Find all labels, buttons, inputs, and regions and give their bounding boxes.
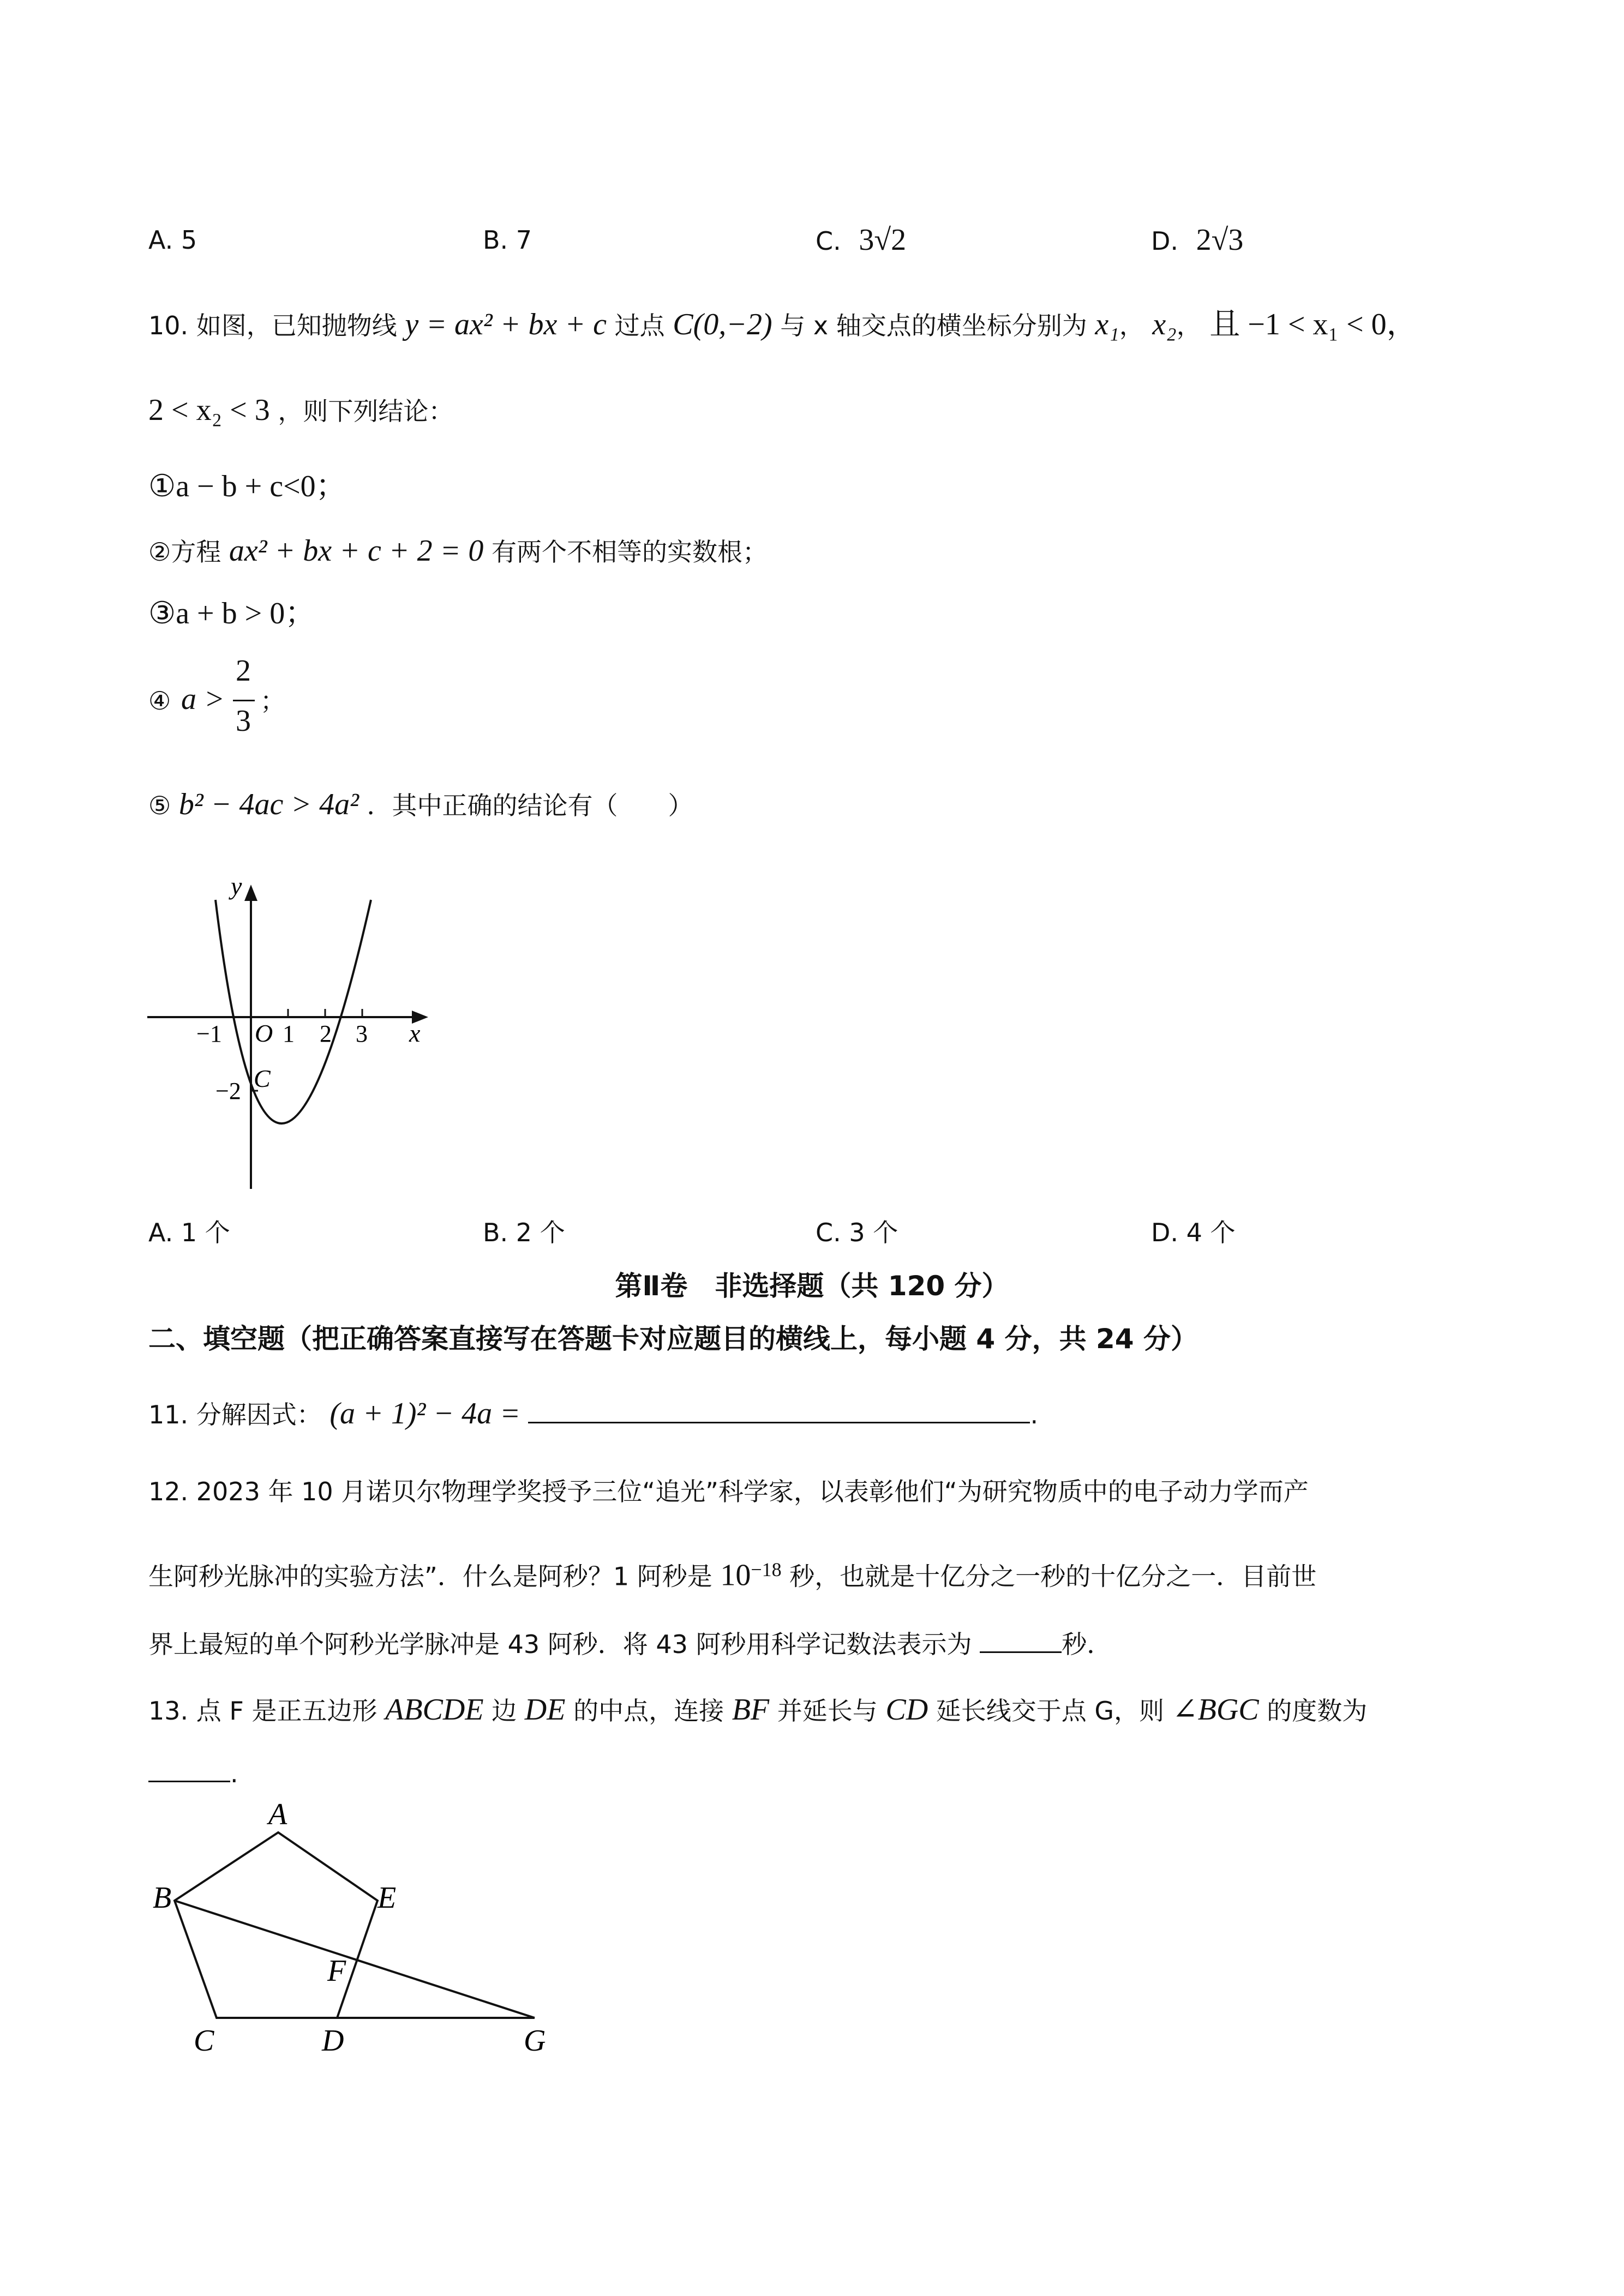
point-g-label: G xyxy=(524,2024,546,2058)
vertex-e-label: E xyxy=(377,1881,397,1915)
vertex-d-label: D xyxy=(322,2024,344,2058)
q10-mid: 过点 xyxy=(614,311,665,340)
q10-mid2: 与 x 轴交点的横坐标分别为 xyxy=(780,311,1087,340)
q10-statement-1: ①a − b + c<0； xyxy=(148,470,346,503)
q11-line xyxy=(148,1397,1038,1431)
q13-f: 的度数为 xyxy=(1267,1696,1368,1726)
q12-line2-b: 秒，也就是十亿分之一秒的十亿分之一．目前世 xyxy=(789,1561,1317,1591)
q12-line2 xyxy=(148,1553,1316,1592)
q9-option-c-math: 3√2 xyxy=(859,223,907,257)
q9-option-d xyxy=(1151,224,1243,257)
q10-s4-prefix: ④ xyxy=(148,686,171,716)
q10-line2-suffix: ，则下列结论： xyxy=(278,396,454,426)
q10-line1: 10. 如图，已知抛物线 y = ax² + bx + c 过点 C(0,−2) 与 x 轴交点的横坐标分别为 x₁， x₂， 且 −1 < x₁ < 0， xyxy=(148,308,1417,341)
q13-a: 13. 点 F 是正五边形 xyxy=(148,1696,377,1726)
q9-option-b: B. 7 xyxy=(483,225,532,255)
q10-condition2: 2 < x₂ < 3 xyxy=(148,393,270,427)
q12-line3 xyxy=(148,1628,1112,1661)
q9-option-c xyxy=(816,224,906,257)
origin-label: O xyxy=(255,1019,273,1047)
q10-equation: y = ax² + bx + c xyxy=(405,308,607,341)
q12-line3-a: 界上最短的单个阿秒光学脉冲是 43 阿秒．将 43 阿秒用科学记数法表示为 xyxy=(148,1630,972,1659)
q9-option-d-label: D. xyxy=(1151,226,1179,256)
q12-answer-blank[interactable] xyxy=(980,1630,1062,1653)
vertex-c-label: C xyxy=(194,2024,214,2058)
point-c-label: C xyxy=(254,1065,271,1092)
q11-end: . xyxy=(1030,1400,1039,1429)
q10-option-a: A. 1 个 xyxy=(148,1218,230,1247)
q10-condition: 且 −1 < x₁ < 0， xyxy=(1209,308,1417,341)
q10-s5-prefix: ⑤ xyxy=(148,791,171,820)
q10-s2-suffix: 有两个不相等的实数根； xyxy=(492,537,768,567)
q13-polygon-name: ABCDE xyxy=(385,1693,484,1727)
x-axis-label: x xyxy=(409,1019,421,1047)
q10-s4-suffix: ； xyxy=(260,686,285,716)
q10-option-b: B. 2 个 xyxy=(483,1218,565,1247)
q11-prefix: 11. 分解因式： xyxy=(148,1400,322,1429)
q11-expression: (a + 1)² − 4a = xyxy=(329,1397,520,1431)
q12-line2-a: 生阿秒光脉冲的实验方法”．什么是阿秒？1 阿秒是 xyxy=(148,1561,712,1591)
vertex-a-label: A xyxy=(268,1798,287,1831)
q10-x2: x₂ xyxy=(1152,308,1177,341)
q13-segment-bf: BF xyxy=(732,1693,770,1727)
q9-option-a: A. 5 xyxy=(148,225,197,255)
pentagon-abcde xyxy=(175,1832,377,2018)
q13-answer-blank[interactable] xyxy=(148,1759,230,1782)
q10-option-d: D. 4 个 xyxy=(1151,1218,1236,1247)
q10-s2-equation: ax² + bx + c + 2 = 0 xyxy=(229,534,484,568)
section-2-title: 第Ⅱ卷 非选择题（共 120 分） xyxy=(615,1270,1009,1302)
q10-s4-denominator: 3 xyxy=(236,704,251,738)
tick-label-m2: −2 xyxy=(215,1078,241,1104)
q13-d: 并延长与 xyxy=(777,1696,878,1726)
q10-s4-numerator: 2 xyxy=(236,654,251,688)
y-axis-label: y xyxy=(231,878,242,900)
q10-statement-2 xyxy=(148,534,768,568)
q10-x1: x₁ xyxy=(1095,308,1119,341)
q13-side-de: DE xyxy=(524,1693,566,1727)
tick-label-2: 2 xyxy=(320,1020,332,1047)
q10-option-c: C. 3 个 xyxy=(816,1218,898,1247)
q13-angle: ∠BGC xyxy=(1172,1693,1259,1727)
q10-s4-var: a > xyxy=(181,682,225,716)
q12-power-base: 10 xyxy=(720,1558,751,1592)
fill-in-section-header: 二、填空题（把正确答案直接写在答题卡对应题目的横线上，每小题 4 分，共 24 分） xyxy=(148,1323,1198,1355)
q9-option-d-math: 2√3 xyxy=(1196,223,1244,257)
q13-end: . xyxy=(230,1759,238,1788)
q10-statement-5 xyxy=(148,788,693,822)
q13-c: 的中点，连接 xyxy=(573,1696,724,1726)
q11-answer-blank[interactable] xyxy=(528,1400,1030,1423)
point-f-label: F xyxy=(327,1954,346,1988)
q9-option-c-label: C. xyxy=(816,226,841,256)
tick-label-1: 1 xyxy=(283,1020,295,1047)
q12-line1: 12. 2023 年 10 月诺贝尔物理学奖授予三位“追光”科学家，以表彰他们“为研究物质中的电子动力学而产 xyxy=(148,1477,1309,1506)
q13-line2 xyxy=(148,1757,238,1790)
tick-label-m1: −1 xyxy=(196,1020,222,1047)
q10-statement-3: ③a + b > 0； xyxy=(148,597,316,630)
q10-prefix: 10. 如图，已知抛物线 xyxy=(148,311,397,340)
q10-s5-suffix: ．其中正确的结论有（ ） xyxy=(367,791,693,820)
q12-power-exponent: −18 xyxy=(751,1559,782,1580)
q13-b: 边 xyxy=(492,1696,517,1726)
tick-label-3: 3 xyxy=(356,1020,368,1047)
q10-s2-prefix: ②方程 xyxy=(148,537,221,567)
q10-s4-fraction-bar xyxy=(233,700,255,701)
segment-bg xyxy=(175,1901,535,2018)
q12-line3-b: 秒． xyxy=(1062,1630,1112,1659)
q13-e: 延长线交于点 G，则 xyxy=(936,1696,1165,1726)
q10-parabola-graph xyxy=(142,878,447,1194)
q13-segment-cd: CD xyxy=(885,1693,928,1727)
y-axis-arrow xyxy=(244,885,257,901)
q13-pentagon-figure xyxy=(142,1794,567,2067)
q13-line1 xyxy=(148,1693,1367,1727)
q10-s5-equation: b² − 4ac > 4a² xyxy=(178,788,359,821)
vertex-b-label: B xyxy=(153,1881,172,1915)
q10-point: C(0,−2) xyxy=(673,308,772,341)
q10-line2 xyxy=(148,394,453,428)
